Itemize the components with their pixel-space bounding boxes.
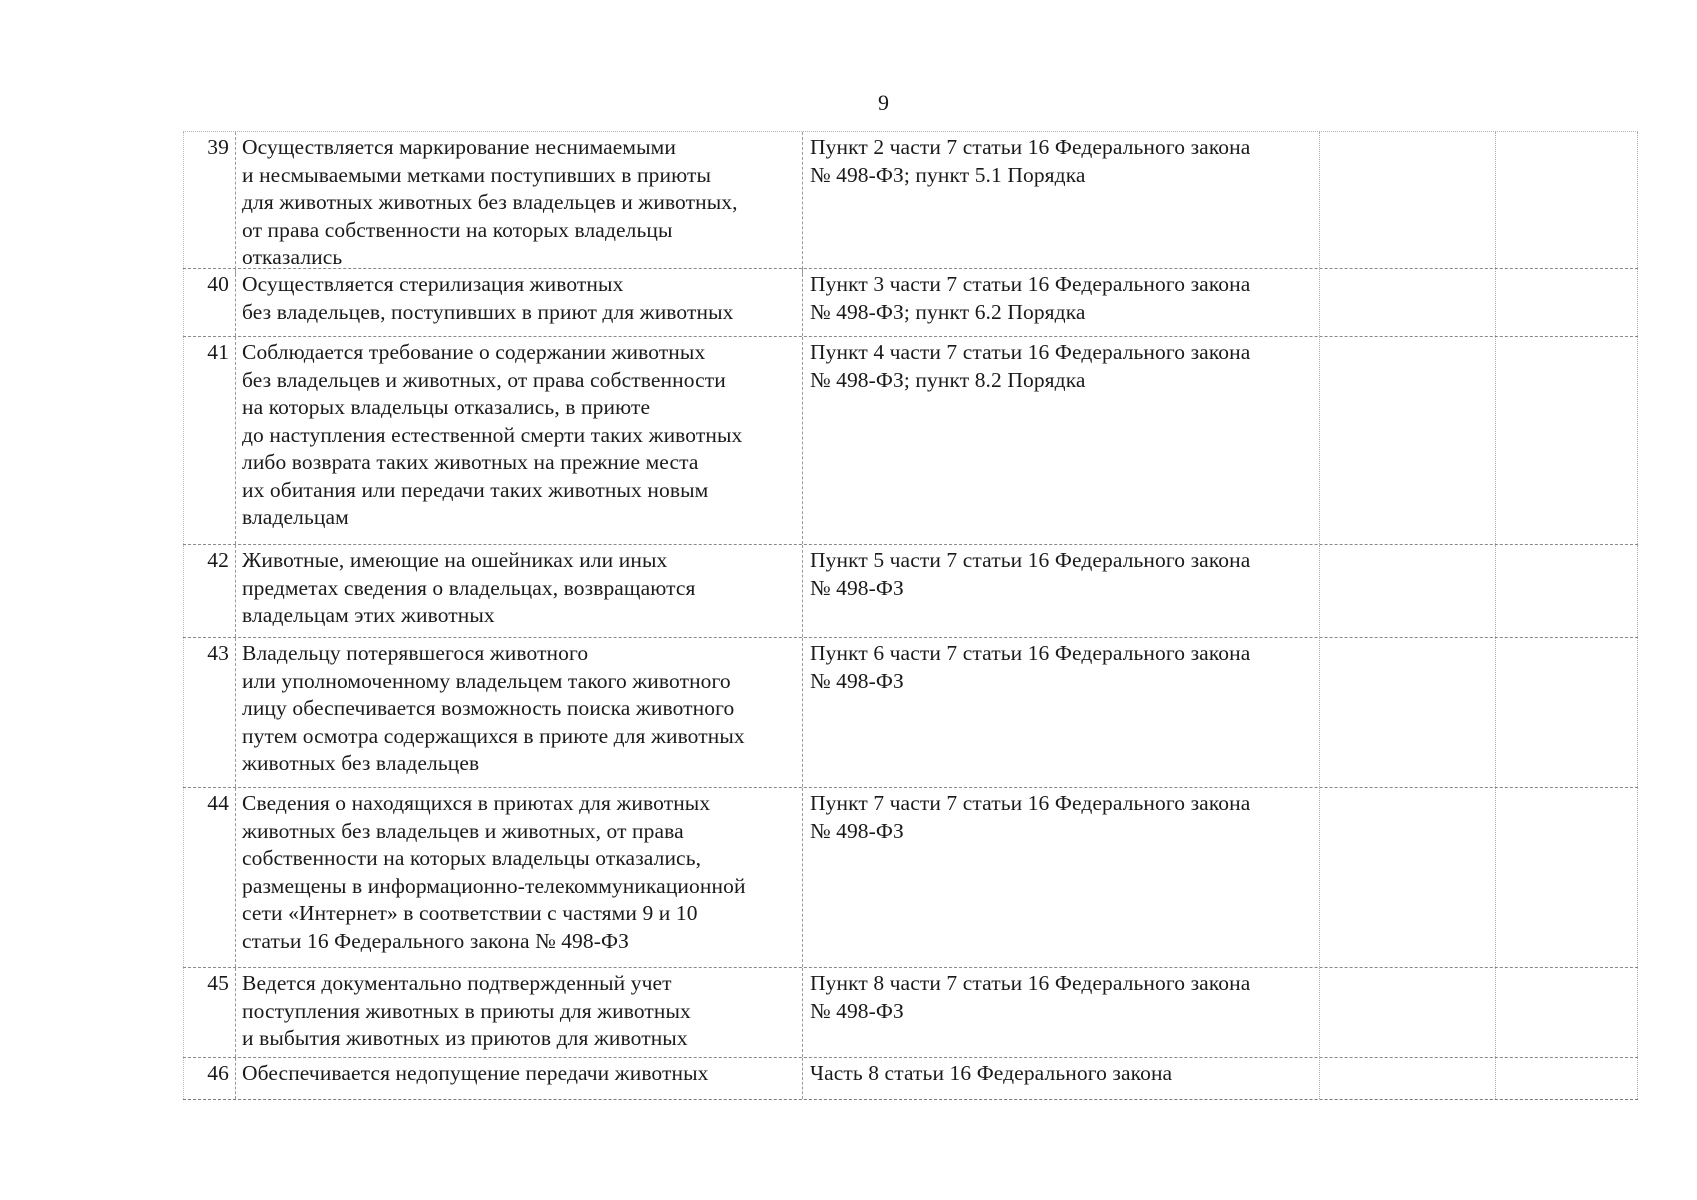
answer-cell — [1319, 545, 1495, 637]
note-cell — [1495, 545, 1638, 637]
row-number: 43 — [183, 638, 235, 787]
requirement-text: Животные, имеющие на ошейниках или иных предметах сведения о владельцах, возвращаются владельцам этих животных — [235, 545, 802, 637]
row-number: 39 — [183, 132, 235, 274]
note-cell — [1495, 269, 1638, 336]
legal-basis: Пункт 3 части 7 статьи 16 Федерального закона № 498-ФЗ; пункт 6.2 Порядка — [802, 269, 1319, 336]
note-cell — [1495, 132, 1638, 274]
legal-basis: Пункт 2 части 7 статьи 16 Федерального закона № 498-ФЗ; пункт 5.1 Порядка — [802, 132, 1319, 274]
answer-cell — [1319, 269, 1495, 336]
requirements-table — [183, 131, 1638, 1100]
note-cell — [1495, 1058, 1638, 1099]
table-row — [183, 967, 1638, 1057]
legal-basis: Пункт 8 части 7 статьи 16 Федерального закона № 498-ФЗ — [802, 968, 1319, 1057]
row-number: 41 — [183, 337, 235, 544]
legal-basis: Пункт 6 части 7 статьи 16 Федерального закона № 498-ФЗ — [802, 638, 1319, 787]
note-cell — [1495, 337, 1638, 544]
row-number: 45 — [183, 968, 235, 1057]
table-row — [183, 544, 1638, 637]
requirement-text: Сведения о находящихся в приютах для животных животных без владельцев и животных, от права собственности на которых владельцы отказались, размещены в информационно-телекоммуникационной сети «Интернет» в соответствии с частями 9 и 10 статьи 16 Федерального закона № 498-ФЗ — [235, 788, 802, 967]
table-row — [183, 787, 1638, 967]
answer-cell — [1319, 968, 1495, 1057]
requirement-text: Осуществляется маркирование неснимаемыми и несмываемыми метками поступивших в приюты для животных животных без владельцев и животных, от права собственности на которых владельцы отказались — [235, 132, 802, 274]
note-cell — [1495, 968, 1638, 1057]
table-row — [183, 1057, 1638, 1100]
legal-basis: Пункт 4 части 7 статьи 16 Федерального закона № 498-ФЗ; пункт 8.2 Порядка — [802, 337, 1319, 544]
table-row — [183, 637, 1638, 787]
answer-cell — [1319, 132, 1495, 274]
table-row — [183, 131, 1638, 268]
row-number: 40 — [183, 269, 235, 336]
row-number: 46 — [183, 1058, 235, 1099]
legal-basis: Часть 8 статьи 16 Федерального закона — [802, 1058, 1319, 1099]
table-row — [183, 268, 1638, 336]
legal-basis: Пункт 5 части 7 статьи 16 Федерального закона № 498-ФЗ — [802, 545, 1319, 637]
answer-cell — [1319, 788, 1495, 967]
answer-cell — [1319, 638, 1495, 787]
note-cell — [1495, 638, 1638, 787]
row-number: 44 — [183, 788, 235, 967]
row-number: 42 — [183, 545, 235, 637]
legal-basis: Пункт 7 части 7 статьи 16 Федерального закона № 498-ФЗ — [802, 788, 1319, 967]
requirement-text: Обеспечивается недопущение передачи животных — [235, 1058, 802, 1099]
note-cell — [1495, 788, 1638, 967]
answer-cell — [1319, 337, 1495, 544]
answer-cell — [1319, 1058, 1495, 1099]
requirement-text: Владельцу потерявшегося животного или уполномоченному владельцем такого животного лицу обеспечивается возможность поиска животного путем осмотра содержащихся в приюте для животных животных без владельцев — [235, 638, 802, 787]
table-row — [183, 336, 1638, 544]
requirement-text: Осуществляется стерилизация животных без владельцев, поступивших в приют для животных — [235, 269, 802, 336]
page-number: 9 — [878, 90, 889, 115]
requirement-text: Ведется документально подтвержденный учет поступления животных в приюты для животных и выбытия животных из приютов для животных — [235, 968, 802, 1057]
requirement-text: Соблюдается требование о содержании животных без владельцев и животных, от права собственности на которых владельцы отказались, в приюте до наступления естественной смерти таких животных либо возврата таких животных на прежние места их обитания или передачи таких животных новым владельцам — [235, 337, 802, 544]
